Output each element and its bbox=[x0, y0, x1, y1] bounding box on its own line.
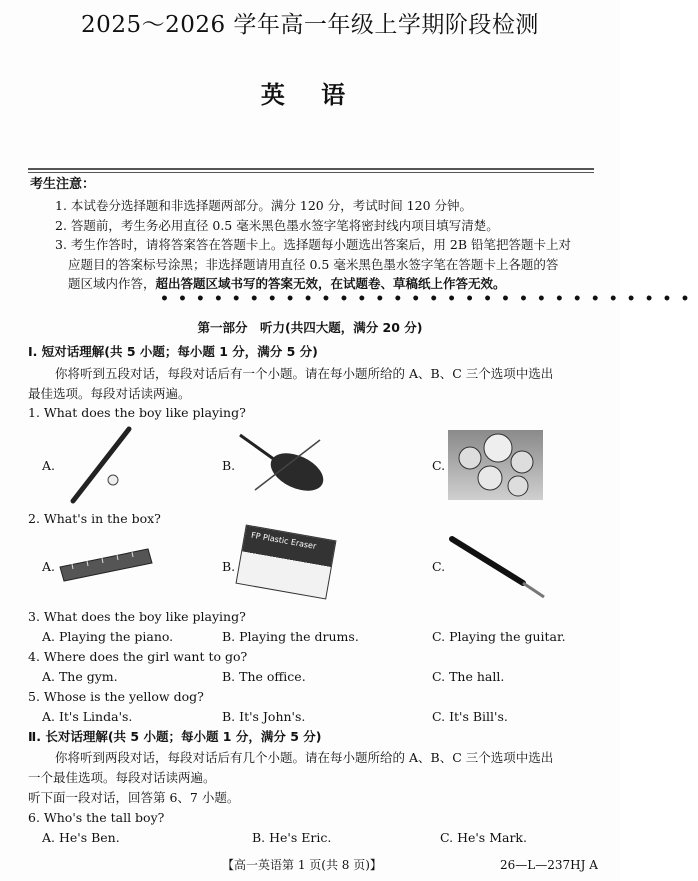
dialogue-lead: 听下面一段对话，回答第 6、7 小题。 bbox=[28, 790, 240, 805]
option-a: A. It's Linda's. bbox=[42, 709, 133, 724]
notice-item bbox=[68, 276, 506, 291]
option-b-label: B. bbox=[222, 559, 236, 574]
option-c: C. The hall. bbox=[432, 669, 505, 684]
instructions: 你将听到五段对话，每段对话后有一个小题。请在每小题所给的 A、B、C 三个选项中选出 bbox=[55, 366, 554, 381]
question-2: 2. What's in the box? bbox=[28, 511, 161, 526]
question-6: 6. Who's the tall boy? bbox=[28, 810, 165, 825]
notice-emphasis: 超出答题区域书写的答案无效，在试题卷、草稿纸上作答无效。 bbox=[155, 276, 506, 291]
option-a-label: A. bbox=[42, 559, 56, 574]
notice-heading: 考生注意： bbox=[30, 177, 96, 192]
question-3: 3. What does the boy like playing? bbox=[28, 609, 246, 624]
option-c-label: C. bbox=[432, 559, 446, 574]
eraser-label: FP Plastic Eraser bbox=[250, 530, 317, 551]
instructions: 最佳选项。每段对话读两遍。 bbox=[28, 386, 191, 401]
subject-title: 英 语 bbox=[260, 81, 360, 109]
ruler-image bbox=[58, 545, 153, 585]
instructions: 你将听到两段对话，每段对话后有几个小题。请在每小题所给的 A、B、C 三个选项中选出 bbox=[55, 750, 554, 765]
section-heading: Ⅱ. 长对话理解(共 5 小题；每小题 1 分，满分 5 分) bbox=[28, 729, 322, 744]
option-a: A. He's Ben. bbox=[42, 830, 120, 845]
notice-item: 2. 答题前，考生务必用直径 0.5 毫米黑色墨水签字笔将密封线内项目填写清楚。 bbox=[55, 218, 499, 233]
option-b-label: B. bbox=[222, 458, 236, 473]
notice-item: 3. 考生作答时，请将答案答在答题卡上。选择题每小题选出答案后，用 2B 铅笔把答题卡上对 bbox=[55, 237, 571, 252]
exam-code: 26—L—237HJ A bbox=[500, 858, 598, 872]
notice-text: 题区域内作答， bbox=[68, 276, 156, 291]
violin-image bbox=[235, 430, 330, 495]
option-c: C. Playing the guitar. bbox=[432, 629, 566, 644]
divider bbox=[28, 172, 594, 173]
option-c: C. It's Bill's. bbox=[432, 709, 508, 724]
fountain-pen-image bbox=[448, 535, 548, 600]
option-a-label: A. bbox=[42, 458, 56, 473]
option-a: A. The gym. bbox=[42, 669, 118, 684]
notice-item: 1. 本试卷分选择题和非选择题两部分。满分 120 分，考试时间 120 分钟。 bbox=[55, 198, 473, 213]
option-b: B. The office. bbox=[222, 669, 306, 684]
divider bbox=[28, 168, 594, 170]
eraser-image bbox=[235, 524, 336, 599]
question-5: 5. Whose is the yellow dog? bbox=[28, 689, 204, 704]
question-4: 4. Where does the girl want to go? bbox=[28, 649, 248, 664]
option-c-label: C. bbox=[432, 458, 446, 473]
emphasis-dots: •••••••••••••••••••••••••••••• bbox=[160, 291, 698, 307]
option-b: B. It's John's. bbox=[222, 709, 306, 724]
chinese-chess-image bbox=[448, 430, 543, 500]
page-footer: 【高一英语第 1 页(共 8 页)】 bbox=[222, 858, 382, 872]
option-b: B. He's Eric. bbox=[252, 830, 332, 845]
exam-title: 2025～2026 学年高一年级上学期阶段检测 bbox=[81, 12, 539, 38]
part-heading: 第一部分 听力(共四大题，满分 20 分) bbox=[197, 320, 423, 335]
option-a: A. Playing the piano. bbox=[42, 629, 174, 644]
notice-item: 应题目的答案标号涂黑；非选择题请用直径 0.5 毫米黑色墨水签字笔在答题卡上各题的答 bbox=[68, 257, 559, 272]
section-heading: Ⅰ. 短对话理解(共 5 小题；每小题 1 分，满分 5 分) bbox=[28, 344, 318, 359]
baseball-bat-image bbox=[65, 425, 135, 505]
option-c: C. He's Mark. bbox=[440, 830, 527, 845]
instructions: 一个最佳选项。每段对话读两遍。 bbox=[28, 770, 216, 785]
option-b: B. Playing the drums. bbox=[222, 629, 359, 644]
question-1: 1. What does the boy like playing? bbox=[28, 405, 246, 420]
